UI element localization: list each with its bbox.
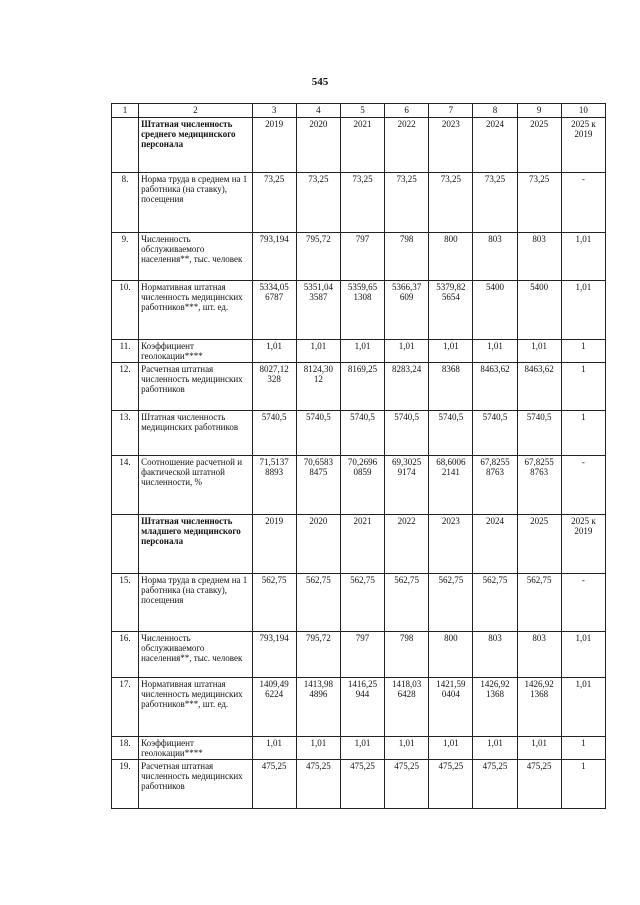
row-number: 11. — [112, 340, 139, 363]
value-cell: 5351,04 3587 — [296, 281, 340, 340]
year-cell: 2022 — [385, 118, 429, 173]
year-cell: 2025 к 2019 — [561, 515, 605, 574]
value-cell: 5740,5 — [296, 411, 340, 456]
row-number: 16. — [112, 632, 139, 678]
year-cell: 2021 — [340, 118, 384, 173]
table-row — [112, 173, 606, 233]
value-cell: 1426,92 1368 — [517, 678, 561, 737]
table-row — [112, 574, 606, 632]
row-number: 9. — [112, 233, 139, 281]
value-cell: 797 — [340, 233, 384, 281]
value-cell: - — [561, 456, 605, 515]
value-cell: 1,01 — [340, 340, 384, 363]
year-cell: 2023 — [429, 118, 473, 173]
row-number: 19. — [112, 760, 139, 809]
value-cell: 8283,24 — [385, 363, 429, 411]
value-cell: 1 — [561, 363, 605, 411]
table-body — [112, 118, 606, 809]
value-cell: 1,01 — [385, 737, 429, 760]
row-description: Коэффициент геолокации**** — [139, 340, 252, 363]
value-cell: 5740,5 — [473, 411, 517, 456]
value-cell: 562,75 — [517, 574, 561, 632]
value-cell: 8463,62 — [517, 363, 561, 411]
row-description: Нормативная штатная численность медицинских работников***, шт. ед. — [139, 281, 252, 340]
value-cell: 5400 — [473, 281, 517, 340]
column-number: 9 — [517, 104, 561, 118]
value-cell: 8027,12 328 — [252, 363, 296, 411]
value-cell: 803 — [473, 632, 517, 678]
value-cell: 1,01 — [561, 632, 605, 678]
value-cell: 70,6583 8475 — [296, 456, 340, 515]
value-cell: 5740,5 — [252, 411, 296, 456]
value-cell: 8463,62 — [473, 363, 517, 411]
value-cell: 73,25 — [517, 173, 561, 233]
value-cell: 562,75 — [385, 574, 429, 632]
value-cell: 797 — [340, 632, 384, 678]
section-heading: Штатная численность среднего медицинского персонала — [139, 118, 252, 173]
table-row — [112, 118, 606, 173]
value-cell: 67,8255 8763 — [517, 456, 561, 515]
value-cell: 5400 — [517, 281, 561, 340]
value-cell: 1,01 — [517, 737, 561, 760]
table-row — [112, 233, 606, 281]
year-cell: 2019 — [252, 515, 296, 574]
value-cell: 562,75 — [429, 574, 473, 632]
value-cell: 69,3025 9174 — [385, 456, 429, 515]
column-number: 5 — [340, 104, 384, 118]
table-row — [112, 456, 606, 515]
table-row — [112, 340, 606, 363]
page-number: 545 — [311, 76, 329, 88]
table-row — [112, 737, 606, 760]
value-cell: 67,8255 8763 — [473, 456, 517, 515]
row-description: Расчетная штатная численность медицинских работников — [139, 363, 252, 411]
value-cell: 1426,92 1368 — [473, 678, 517, 737]
year-cell: 2020 — [296, 118, 340, 173]
column-number: 7 — [429, 104, 473, 118]
row-number: 14. — [112, 456, 139, 515]
value-cell: 1416,25 944 — [340, 678, 384, 737]
row-description: Нормативная штатная численность медицинских работников***, шт. ед. — [139, 678, 252, 737]
value-cell: 5379,82 5654 — [429, 281, 473, 340]
value-cell: 5366,37 609 — [385, 281, 429, 340]
value-cell: 800 — [429, 233, 473, 281]
year-cell: 2025 к 2019 — [561, 118, 605, 173]
row-number: 12. — [112, 363, 139, 411]
value-cell: 1 — [561, 737, 605, 760]
value-cell: 1,01 — [561, 678, 605, 737]
value-cell: 1421,59 0404 — [429, 678, 473, 737]
value-cell: 73,25 — [385, 173, 429, 233]
column-number: 8 — [473, 104, 517, 118]
column-number: 10 — [561, 104, 605, 118]
value-cell: 70,2696 0859 — [340, 456, 384, 515]
year-cell: 2025 — [517, 515, 561, 574]
row-number: 8. — [112, 173, 139, 233]
value-cell: 1,01 — [385, 340, 429, 363]
year-cell: 2023 — [429, 515, 473, 574]
row-description: Коэффициент геолокации**** — [139, 737, 252, 760]
row-number: 18. — [112, 737, 139, 760]
value-cell: 5740,5 — [517, 411, 561, 456]
row-description: Норма труда в среднем на 1 работника (на ставку), посещения — [139, 173, 252, 233]
row-number — [112, 515, 139, 574]
value-cell: 793,194 — [252, 632, 296, 678]
value-cell: 1,01 — [473, 340, 517, 363]
value-cell: 8124,30 12 — [296, 363, 340, 411]
value-cell: 1,01 — [561, 281, 605, 340]
value-cell: 1418,03 6428 — [385, 678, 429, 737]
value-cell: 475,25 — [473, 760, 517, 809]
year-cell: 2022 — [385, 515, 429, 574]
section-heading: Штатная численность младшего медицинского персонала — [139, 515, 252, 574]
value-cell: 5740,5 — [340, 411, 384, 456]
value-cell: 1413,98 4896 — [296, 678, 340, 737]
table-row — [112, 515, 606, 574]
year-cell: 2021 — [340, 515, 384, 574]
value-cell: 562,75 — [473, 574, 517, 632]
value-cell: 803 — [473, 233, 517, 281]
value-cell: 795,72 — [296, 233, 340, 281]
value-cell: 73,25 — [252, 173, 296, 233]
year-cell: 2024 — [473, 515, 517, 574]
row-number: 15. — [112, 574, 139, 632]
value-cell: 73,25 — [296, 173, 340, 233]
value-cell: 562,75 — [252, 574, 296, 632]
value-cell: 8368 — [429, 363, 473, 411]
value-cell: 1 — [561, 411, 605, 456]
value-cell: 475,25 — [296, 760, 340, 809]
value-cell: 73,25 — [340, 173, 384, 233]
year-cell: 2019 — [252, 118, 296, 173]
column-number: 3 — [252, 104, 296, 118]
table-row — [112, 760, 606, 809]
row-number: 10. — [112, 281, 139, 340]
data-table — [111, 103, 606, 809]
value-cell: 803 — [517, 233, 561, 281]
table-row — [112, 281, 606, 340]
year-cell: 2024 — [473, 118, 517, 173]
row-description: Расчетная штатная численность медицинских работников — [139, 760, 252, 809]
value-cell: - — [561, 173, 605, 233]
value-cell: 475,25 — [429, 760, 473, 809]
column-number: 2 — [139, 104, 252, 118]
value-cell: 800 — [429, 632, 473, 678]
value-cell: 562,75 — [296, 574, 340, 632]
value-cell: 798 — [385, 233, 429, 281]
value-cell: 798 — [385, 632, 429, 678]
value-cell: 1,01 — [296, 340, 340, 363]
row-description: Соотношение расчетной и фактической штатной численности, % — [139, 456, 252, 515]
value-cell: 793,194 — [252, 233, 296, 281]
column-number-row — [112, 104, 606, 118]
value-cell: 5334,05 6787 — [252, 281, 296, 340]
value-cell: - — [561, 574, 605, 632]
table-row — [112, 678, 606, 737]
value-cell: 1,01 — [296, 737, 340, 760]
row-description: Численность обслуживаемого населения**, тыс. человек — [139, 233, 252, 281]
value-cell: 475,25 — [252, 760, 296, 809]
value-cell: 71,5137 8893 — [252, 456, 296, 515]
value-cell: 73,25 — [429, 173, 473, 233]
row-number: 17. — [112, 678, 139, 737]
value-cell: 1,01 — [517, 340, 561, 363]
row-description: Численность обслуживаемого населения**, тыс. человек — [139, 632, 252, 678]
value-cell: 1,01 — [429, 340, 473, 363]
value-cell: 1,01 — [340, 737, 384, 760]
value-cell: 5359,65 1308 — [340, 281, 384, 340]
value-cell: 5740,5 — [429, 411, 473, 456]
year-cell: 2020 — [296, 515, 340, 574]
year-cell: 2025 — [517, 118, 561, 173]
value-cell: 562,75 — [340, 574, 384, 632]
row-description: Штатная численность медицинских работников — [139, 411, 252, 456]
column-number: 4 — [296, 104, 340, 118]
column-number: 6 — [385, 104, 429, 118]
table-row — [112, 632, 606, 678]
value-cell: 1,01 — [473, 737, 517, 760]
value-cell: 1,01 — [429, 737, 473, 760]
value-cell: 1,01 — [561, 233, 605, 281]
value-cell: 475,25 — [340, 760, 384, 809]
column-number: 1 — [112, 104, 139, 118]
value-cell: 475,25 — [517, 760, 561, 809]
value-cell: 1,01 — [252, 737, 296, 760]
row-number — [112, 118, 139, 173]
table-row — [112, 411, 606, 456]
table-row — [112, 363, 606, 411]
row-number: 13. — [112, 411, 139, 456]
value-cell: 68,6006 2141 — [429, 456, 473, 515]
row-description: Норма труда в среднем на 1 работника (на ставку), посещения — [139, 574, 252, 632]
value-cell: 8169,25 — [340, 363, 384, 411]
value-cell: 803 — [517, 632, 561, 678]
value-cell: 1409,49 6224 — [252, 678, 296, 737]
value-cell: 1 — [561, 340, 605, 363]
value-cell: 795,72 — [296, 632, 340, 678]
value-cell: 1,01 — [252, 340, 296, 363]
value-cell: 475,25 — [385, 760, 429, 809]
value-cell: 1 — [561, 760, 605, 809]
value-cell: 73,25 — [473, 173, 517, 233]
value-cell: 5740,5 — [385, 411, 429, 456]
